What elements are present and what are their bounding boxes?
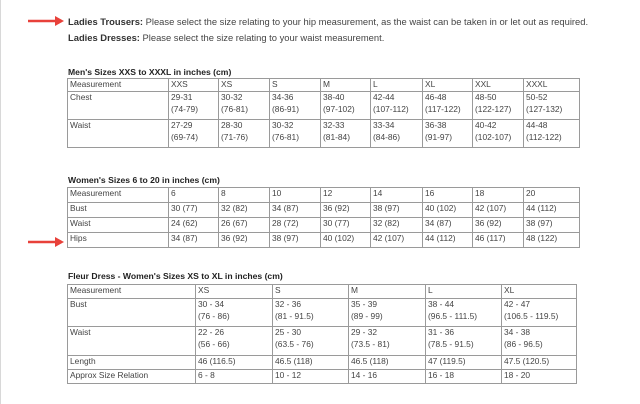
table-cell: 29 - 32 (73.5 - 81)	[349, 327, 426, 356]
table-cell: 42 - 47 (106.5 - 119.5)	[502, 299, 577, 327]
table-cell: 44 (112)	[423, 233, 473, 248]
table-cell: 48-50 (122-127)	[473, 92, 524, 120]
header-cell: XXXL	[524, 79, 580, 92]
table-cell: 31 - 36 (78.5 - 91.5)	[426, 327, 502, 356]
table-row	[68, 370, 577, 384]
header-cell: L	[426, 285, 502, 299]
table-header-row	[68, 188, 580, 203]
mens-title: Men's Sizes XXS to XXXL in inches (cm)	[68, 67, 232, 77]
table-cell: 26 (67)	[219, 218, 270, 233]
header-cell: XS	[196, 285, 273, 299]
table-cell: 38 (97)	[524, 218, 580, 233]
table-cell: 46.5 (118)	[349, 356, 426, 370]
table-cell: 22 - 26 (56 - 66)	[196, 327, 273, 356]
table-cell: 28 (72)	[270, 218, 321, 233]
table-row	[68, 203, 580, 218]
table-row	[68, 233, 580, 248]
header-cell: 16	[423, 188, 473, 203]
table-cell: 46 (116.5)	[196, 356, 273, 370]
table-row	[68, 356, 577, 370]
table-cell: 42 (107)	[371, 233, 423, 248]
table-cell: 38 (97)	[371, 203, 423, 218]
table-cell: 29-31 (74-79)	[169, 92, 219, 120]
header-cell: 8	[219, 188, 270, 203]
table-cell: 25 - 30 (63.5 - 76)	[273, 327, 349, 356]
table-cell: 32 - 36 (81 - 91.5)	[273, 299, 349, 327]
table-cell: 27-29 (69-74)	[169, 120, 219, 148]
table-header-row	[68, 79, 580, 92]
header-cell: M	[349, 285, 426, 299]
table-cell: 42-44 (107-112)	[371, 92, 423, 120]
table-cell: 48 (122)	[524, 233, 580, 248]
header-cell: Measurement	[68, 79, 169, 92]
header-cell: 6	[169, 188, 219, 203]
intro-trousers: Ladies Trousers: Please select the size relating to your hip measurement, as the waist can be taken in or let out as required.	[68, 16, 589, 27]
row-label: Chest	[68, 92, 169, 120]
womens-title: Women's Sizes 6 to 20 in inches (cm)	[68, 175, 220, 185]
row-label: Approx Size Relation	[68, 370, 196, 384]
table-cell: 40-42 (102-107)	[473, 120, 524, 148]
table-cell: 34-36 (86-91)	[270, 92, 321, 120]
fleur-title: Fleur Dress - Women's Sizes XS to XL in inches (cm)	[68, 271, 283, 281]
table-cell: 50-52 (127-132)	[524, 92, 580, 120]
table-cell: 34 (87)	[423, 218, 473, 233]
header-cell: M	[321, 79, 371, 92]
table-cell: 30 (77)	[169, 203, 219, 218]
table-cell: 46-48 (117-122)	[423, 92, 473, 120]
table-row	[68, 120, 580, 148]
header-cell: L	[371, 79, 423, 92]
table-cell: 33-34 (84-86)	[371, 120, 423, 148]
table-cell: 38 - 44 (96.5 - 111.5)	[426, 299, 502, 327]
table-cell: 44 (112)	[524, 203, 580, 218]
table-row	[68, 218, 580, 233]
table-cell: 36 (92)	[321, 203, 371, 218]
table-cell: 16 - 18	[426, 370, 502, 384]
table-cell: 6 - 8	[196, 370, 273, 384]
table-cell: 44-48 (112-122)	[524, 120, 580, 148]
table-cell: 36-38 (91-97)	[423, 120, 473, 148]
table-cell: 40 (102)	[321, 233, 371, 248]
table-cell: 35 - 39 (89 - 99)	[349, 299, 426, 327]
table-cell: 30-32 (76-81)	[270, 120, 321, 148]
table-row	[68, 92, 580, 120]
table-cell: 34 (87)	[270, 203, 321, 218]
fleur-size-table	[67, 284, 577, 384]
header-cell: S	[273, 285, 349, 299]
header-cell: 10	[270, 188, 321, 203]
header-cell: 20	[524, 188, 580, 203]
table-cell: 40 (102)	[423, 203, 473, 218]
table-cell: 30 (77)	[321, 218, 371, 233]
table-cell: 36 (92)	[473, 218, 524, 233]
table-cell: 46 (117)	[473, 233, 524, 248]
table-row	[68, 299, 577, 327]
table-cell: 32-33 (81-84)	[321, 120, 371, 148]
table-cell: 10 - 12	[273, 370, 349, 384]
table-cell: 47 (119.5)	[426, 356, 502, 370]
row-label: Bust	[68, 299, 196, 327]
table-cell: 18 - 20	[502, 370, 577, 384]
row-label: Length	[68, 356, 196, 370]
header-cell: XL	[423, 79, 473, 92]
header-cell: 14	[371, 188, 423, 203]
header-cell: 12	[321, 188, 371, 203]
header-cell: S	[270, 79, 321, 92]
table-cell: 32 (82)	[371, 218, 423, 233]
arrow-trousers-icon	[26, 15, 66, 27]
table-cell: 46.5 (118)	[273, 356, 349, 370]
header-cell: XS	[219, 79, 270, 92]
arrow-hips-icon	[26, 236, 66, 248]
table-row	[68, 327, 577, 356]
row-label: Waist	[68, 218, 169, 233]
table-cell: 38 (97)	[270, 233, 321, 248]
table-cell: 34 (87)	[169, 233, 219, 248]
header-cell: 18	[473, 188, 524, 203]
table-cell: 30 - 34 (76 - 86)	[196, 299, 273, 327]
table-cell: 30-32 (76-81)	[219, 92, 270, 120]
table-cell: 24 (62)	[169, 218, 219, 233]
header-cell: XXS	[169, 79, 219, 92]
row-label: Waist	[68, 120, 169, 148]
table-cell: 36 (92)	[219, 233, 270, 248]
table-cell: 47.5 (120.5)	[502, 356, 577, 370]
table-cell: 34 - 38 (86 - 96.5)	[502, 327, 577, 356]
intro-dresses: Ladies Dresses: Please select the size relating to your waist measurement.	[68, 32, 385, 43]
table-cell: 32 (82)	[219, 203, 270, 218]
table-cell: 14 - 16	[349, 370, 426, 384]
intro-text	[68, 14, 588, 46]
header-cell: XL	[502, 285, 577, 299]
row-label: Hips	[68, 233, 169, 248]
header-cell: Measurement	[68, 188, 169, 203]
row-label: Waist	[68, 327, 196, 356]
table-cell: 42 (107)	[473, 203, 524, 218]
womens-size-table	[67, 187, 580, 248]
table-cell: 28-30 (71-76)	[219, 120, 270, 148]
table-header-row	[68, 285, 577, 299]
mens-size-table	[67, 78, 580, 148]
header-cell: XXL	[473, 79, 524, 92]
header-cell: Measurement	[68, 285, 196, 299]
table-cell: 38-40 (97-102)	[321, 92, 371, 120]
row-label: Bust	[68, 203, 169, 218]
